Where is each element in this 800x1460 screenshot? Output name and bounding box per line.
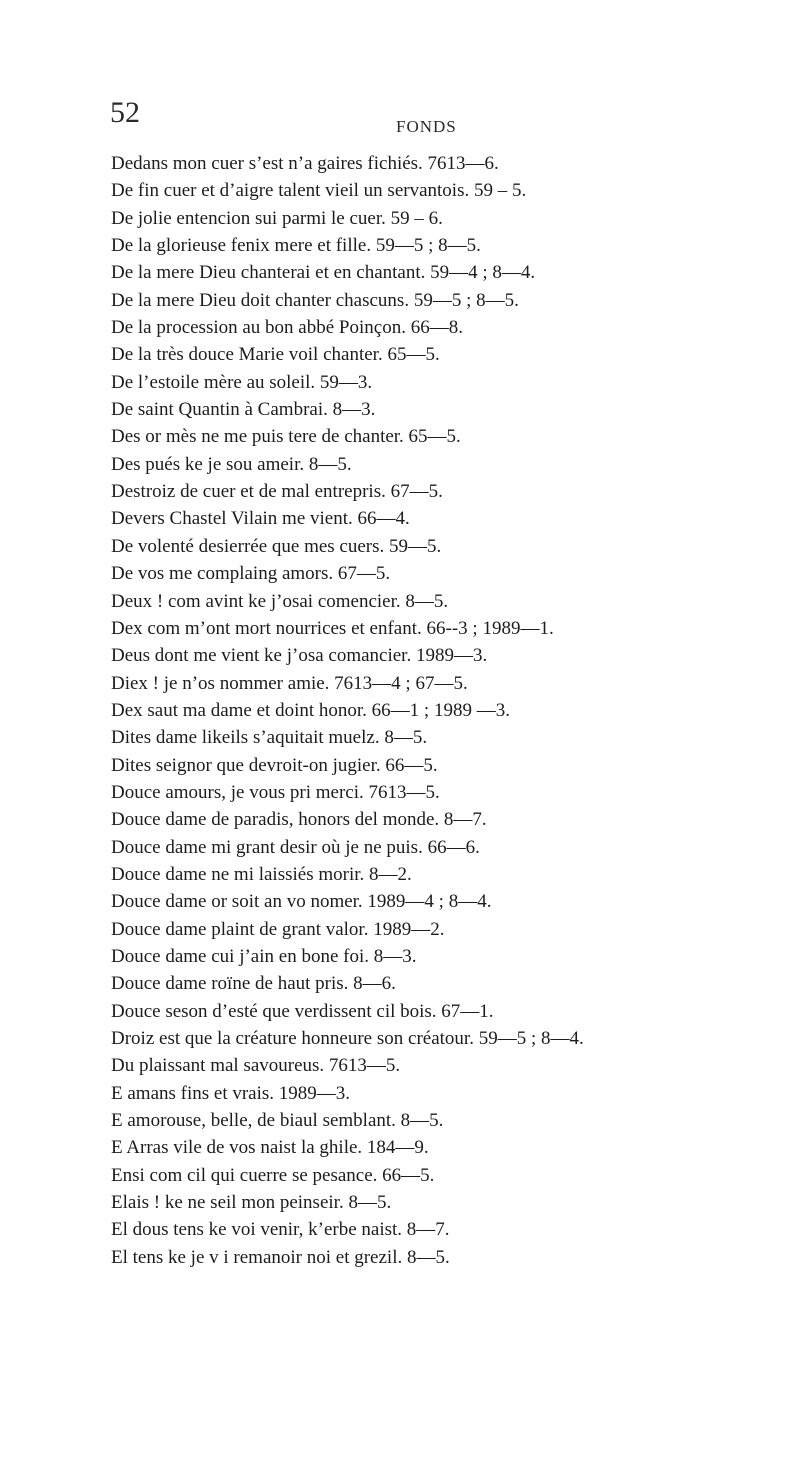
index-entry: Douce dame or soit an vo nomer. 1989—4 ; 8—4. <box>111 891 492 913</box>
index-entry: Devers Chastel Vilain me vient. 66—4. <box>111 508 410 530</box>
index-entry: Douce dame roïne de haut pris. 8—6. <box>111 973 396 995</box>
index-entry: Du plaissant mal savoureus. 7613—5. <box>111 1055 401 1077</box>
index-entry: Dites seignor que devroit-on jugier. 66—5. <box>111 754 438 776</box>
index-entries <box>111 150 800 1271</box>
index-entry: Ensi com cil qui cuerre se pesance. 66—5. <box>111 1164 435 1186</box>
index-entry: Douce dame mi grant desir où je ne puis. 66—6. <box>111 836 480 858</box>
index-entry: Douce dame de paradis, honors del monde. 8—7. <box>111 809 487 831</box>
index-entry: Douce dame plaint de grant valor. 1989—2. <box>111 918 445 940</box>
index-entry: Diex ! je n’os nommer amie. 7613—4 ; 67—5. <box>111 672 468 694</box>
index-entry: De fin cuer et d’aigre talent vieil un servantois. 59 – 5. <box>111 180 527 202</box>
index-entry: De la procession au bon abbé Poinçon. 66—8. <box>111 317 463 339</box>
index-entry: Dites dame likeils s’aquitait muelz. 8—5. <box>111 727 428 749</box>
index-entry: Dex com m’ont mort nourrices et enfant. 66--3 ; 1989—1. <box>111 617 554 639</box>
index-entry: Douce dame cui j’ain en bone foi. 8—3. <box>111 945 417 967</box>
index-entry: Douce amours, je vous pri merci. 7613—5. <box>111 781 440 803</box>
index-entry: Dex saut ma dame et doint honor. 66—1 ; 1989 —3. <box>111 699 510 721</box>
index-entry: De saint Quantin à Cambrai. 8—3. <box>111 399 376 421</box>
index-entry: Dedans mon cuer s’est n’a gaires fichiés. 7613—6. <box>111 153 499 174</box>
index-entry: De jolie entencion sui parmi le cuer. 59 – 6. <box>111 207 443 229</box>
index-entry: El tens ke je v i remanoir noi et grezil. 8—5. <box>111 1246 450 1268</box>
index-entry: De la mere Dieu doit chanter chascuns. 59—5 ; 8—5. <box>111 289 519 311</box>
index-entry: E amans fins et vrais. 1989—3. <box>111 1082 351 1104</box>
index-entry: De l’estoile mère au soleil. 59—3. <box>111 371 373 393</box>
index-entry: Douce dame ne mi laissiés morir. 8—2. <box>111 863 412 885</box>
index-entry: De la mere Dieu chanterai et en chantant. 59—4 ; 8—4. <box>111 262 536 284</box>
index-entry: Droiz est que la créature honneure son créatour. 59—5 ; 8—4. <box>111 1028 584 1049</box>
index-entry: De la glorieuse fenix mere et fille. 59—5 ; 8—5. <box>111 235 481 257</box>
index-entry: Des or mès ne me puis tere de chanter. 65—5. <box>111 426 461 448</box>
index-entry: Des pués ke je sou ameir. 8—5. <box>111 453 352 475</box>
index-entry: De vos me complaing amors. 67—5. <box>111 563 391 585</box>
index-entry: Deus dont me vient ke j’osa comancier. 1989—3. <box>111 645 488 667</box>
index-entry: Elais ! ke ne seil mon peinseir. 8—5. <box>111 1192 392 1214</box>
index-entry: Destroiz de cuer et de mal entrepris. 67—5. <box>111 481 443 503</box>
page-number: 52 <box>110 96 140 129</box>
index-entry: De la très douce Marie voil chanter. 65—5. <box>111 344 440 366</box>
running-head: FONDS <box>396 117 457 136</box>
index-entry: Deux ! com avint ke j’osai comencier. 8—5. <box>111 590 449 612</box>
index-entry: E amorouse, belle, de biaul semblant. 8—5. <box>111 1110 444 1132</box>
index-entry: El dous tens ke voi venir, k’erbe naist. 8—7. <box>111 1219 450 1241</box>
index-entry: De volenté desierrée que mes cuers. 59—5. <box>111 535 442 557</box>
index-entry: E Arras vile de vos naist la ghile. 184—9. <box>111 1137 429 1159</box>
index-entry: Douce seson d’esté que verdissent cil bois. 67—1. <box>111 1000 494 1022</box>
